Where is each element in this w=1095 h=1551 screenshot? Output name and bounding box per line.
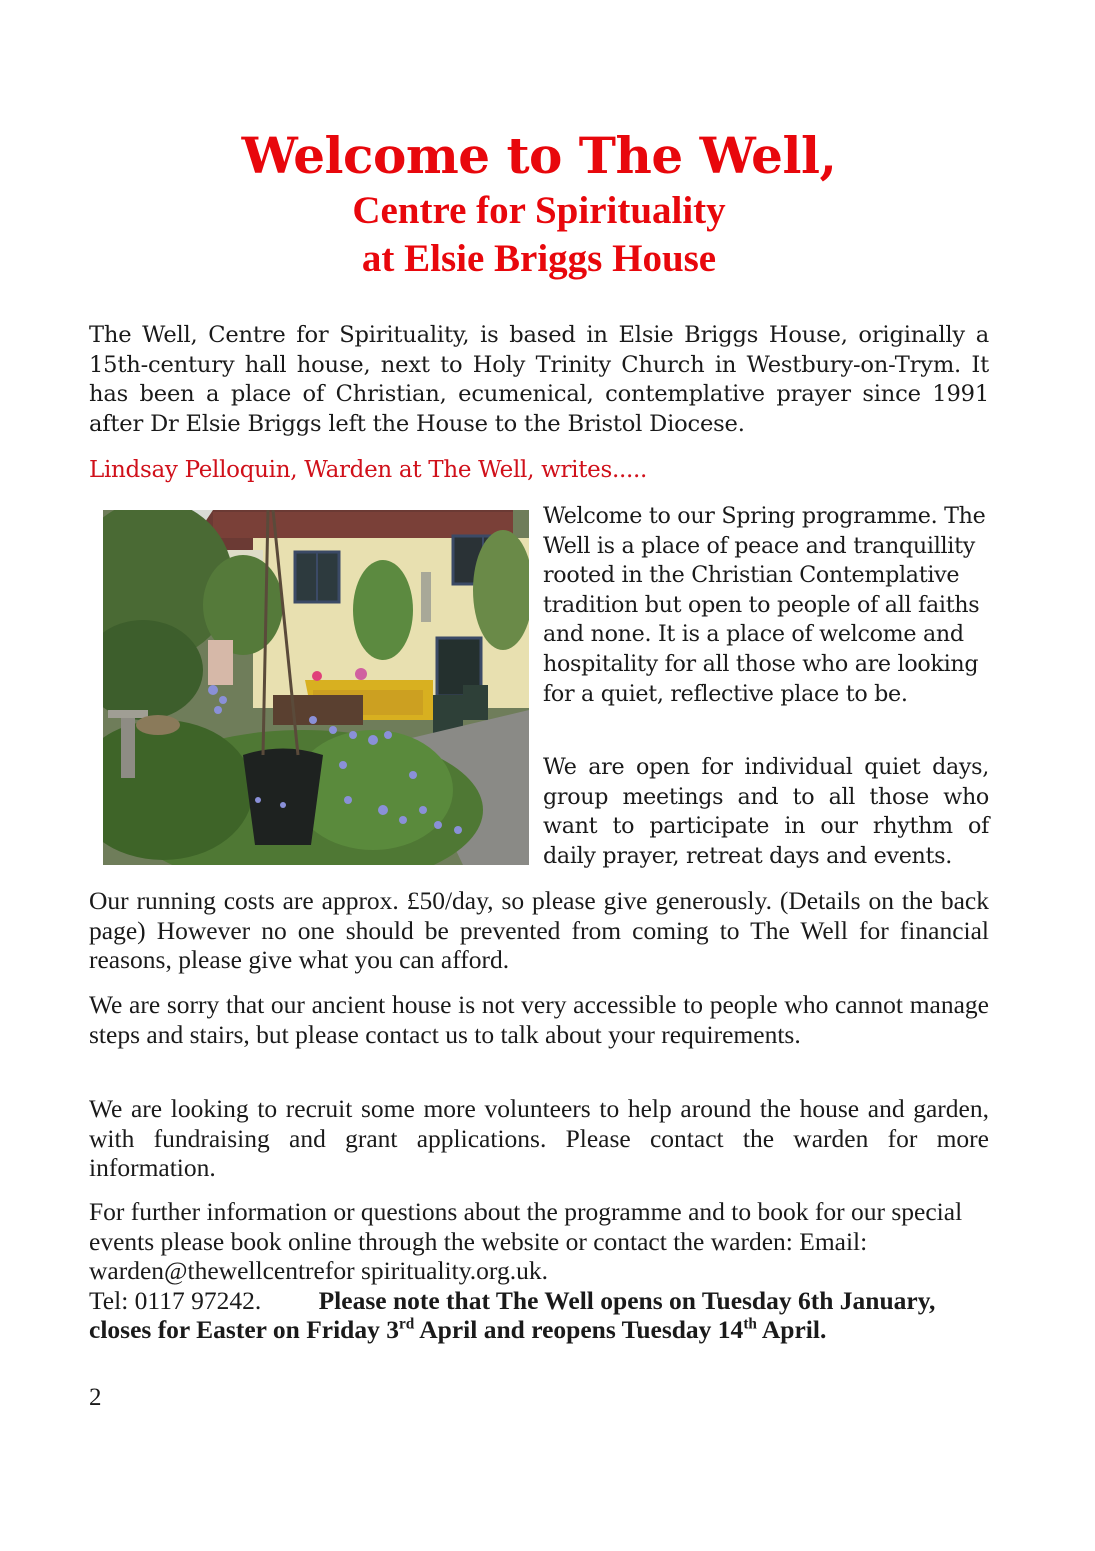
garden-photo [103, 510, 529, 865]
notice-text-2: April and reopens Tuesday 14 [414, 1315, 744, 1345]
ordinal-suffix: rd [398, 1315, 415, 1333]
open-paragraph: We are open for individual quiet days, group meetings and to all those who want to participate in our rhythm of daily prayer, retreat days and events. [543, 754, 989, 869]
costs-paragraph: Our running costs are approx. £50/day, so please give generously. (Details on the back page) However no one should be prevented from coming to The Well for financial reasons, please give what you can afford. [89, 886, 989, 975]
ordinal-suffix: th [743, 1315, 757, 1333]
title-block [89, 125, 989, 283]
volunteers-paragraph: We are looking to recruit some more volunteers to help around the house and garden, with fundraising and grant applications. Please contact the warden for more information. [89, 1094, 989, 1183]
page-title: Welcome to The Well, [241, 126, 837, 185]
further-info-text: For further information or questions about the programme and to book for our special events please book online through the website or contact the warden: Email: warden@thewellcentrefor spirituality.org.uk. [89, 1197, 963, 1286]
page-subtitle-line-1: Centre for Spirituality [352, 189, 726, 232]
notice-text-3: April. [756, 1315, 827, 1345]
welcome-paragraph: Welcome to our Spring programme. The Well is a place of peace and tranquillity rooted in the Christian Contemplative tradition but open to people of all faiths and none. It is a place of welcome and hospitality for all those who are looking for a quiet, reflective place to be. [543, 503, 986, 707]
intro-paragraph: The Well, Centre for Spirituality, is based in Elsie Briggs House, originally a 15th-century hall house, next to Holy Trinity Church in Westbury-on-Trym. It has been a place of Christian, ecumenical, contemplative prayer since 1991 after Dr Elsie Briggs left the House to the Bristol Diocese. [89, 322, 989, 437]
warden-byline: Lindsay Pelloquin, Warden at The Well, writes..... [89, 457, 648, 483]
accessibility-paragraph: We are sorry that our ancient house is not very accessible to people who cannot manage steps and stairs, but please contact us to talk about your requirements. [89, 990, 989, 1049]
page-number: 2 [89, 1384, 102, 1411]
further-info-paragraph [89, 1197, 989, 1345]
page-subtitle-line-2: at Elsie Briggs House [361, 237, 717, 280]
notice-text-1: Please note that The Well opens on Tuesday 6th January, closes for Easter on Friday 3 [89, 1285, 936, 1345]
telephone-number: Tel: 0117 97242. [89, 1285, 262, 1315]
